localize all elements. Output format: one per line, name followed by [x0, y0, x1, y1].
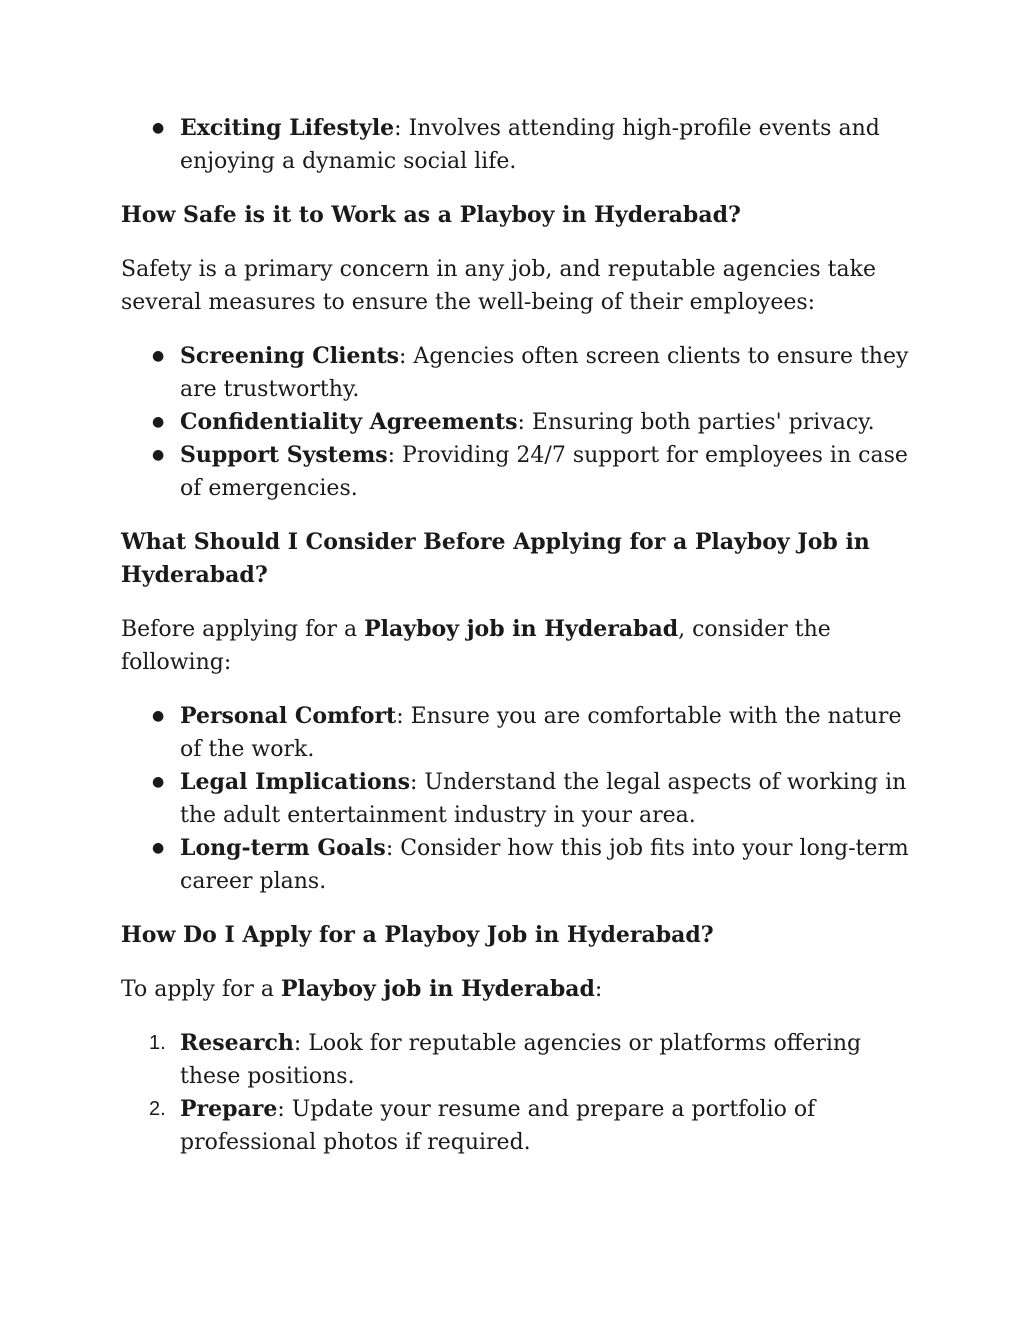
list-item-term: Long-term Goals — [180, 835, 386, 861]
intro-bullet-list — [121, 112, 921, 178]
list-item-number: 1. — [149, 1032, 166, 1054]
bullet-icon: ● — [152, 414, 165, 430]
list-item-text: : Look for reputable agencies or platforms offering these positions. — [180, 1031, 862, 1089]
list-item-term: Research — [180, 1030, 294, 1056]
list-item-term: Support Systems — [180, 442, 388, 468]
section-paragraph-safety: Safety is a primary concern in any job, and reputable agencies take several measures to ensure the well-being of their employees: — [121, 257, 876, 315]
bullet-icon: ● — [152, 120, 165, 136]
list-item-text: : Ensure you are comfortable with the nature of the work. — [180, 704, 902, 762]
paragraph-text: Before applying for a — [121, 617, 365, 642]
list-item-term: Exciting Lifestyle — [180, 115, 395, 141]
list-item-term: Prepare — [180, 1096, 278, 1122]
section-heading-apply: How Do I Apply for a Playboy Job in Hyderabad? — [121, 922, 714, 948]
list-item — [121, 1027, 921, 1093]
paragraph-text: To apply for a — [121, 977, 281, 1002]
list-item — [121, 439, 921, 505]
list-item-text: : Understand the legal aspects of working in the adult entertainment industry in your area. — [180, 770, 907, 828]
bullet-icon: ● — [152, 447, 165, 463]
list-item-term: Screening Clients — [180, 343, 400, 369]
list-item-text: : Update your resume and prepare a portfolio of professional photos if required. — [180, 1097, 816, 1155]
safety-bullet-list — [121, 340, 921, 505]
section-paragraph-apply — [121, 973, 921, 1006]
apply-numbered-list — [121, 1027, 921, 1159]
list-item — [121, 1093, 921, 1159]
section-paragraph-consider — [121, 613, 921, 679]
paragraph-bold-text: Playboy job in Hyderabad — [280, 976, 595, 1002]
list-item — [121, 340, 921, 406]
consider-bullet-list — [121, 700, 921, 898]
list-item-number: 2. — [149, 1098, 166, 1120]
document-page — [121, 112, 921, 1180]
list-item-text: : Ensuring both parties' privacy. — [517, 410, 875, 435]
list-item-text: : Involves attending high-profile events and enjoying a dynamic social life. — [180, 116, 880, 174]
paragraph-text: , consider the following: — [121, 617, 831, 675]
list-item — [121, 832, 921, 898]
bullet-icon: ● — [152, 708, 165, 724]
list-item — [121, 766, 921, 832]
section-heading-safety: How Safe is it to Work as a Playboy in Hyderabad? — [121, 202, 741, 228]
paragraph-bold-text: Playboy job in Hyderabad — [364, 616, 679, 642]
bullet-icon: ● — [152, 774, 165, 790]
bullet-icon: ● — [152, 348, 165, 364]
list-item-term: Personal Comfort — [180, 703, 397, 729]
list-item — [121, 112, 921, 178]
section-heading-consider: What Should I Consider Before Applying for a Playboy Job in Hyderabad? — [121, 529, 870, 588]
list-item-text: : Agencies often screen clients to ensure they are trustworthy. — [180, 344, 909, 402]
list-item-term: Legal Implications — [180, 769, 411, 795]
paragraph-text: : — [594, 977, 603, 1002]
list-item-term: Confidentiality Agreements — [180, 409, 518, 435]
list-item — [121, 700, 921, 766]
list-item-text: : Providing 24/7 support for employees in case of emergencies. — [180, 443, 908, 501]
list-item-text: : Consider how this job fits into your long-term career plans. — [180, 836, 909, 894]
bullet-icon: ● — [152, 840, 165, 856]
list-item — [121, 406, 921, 439]
